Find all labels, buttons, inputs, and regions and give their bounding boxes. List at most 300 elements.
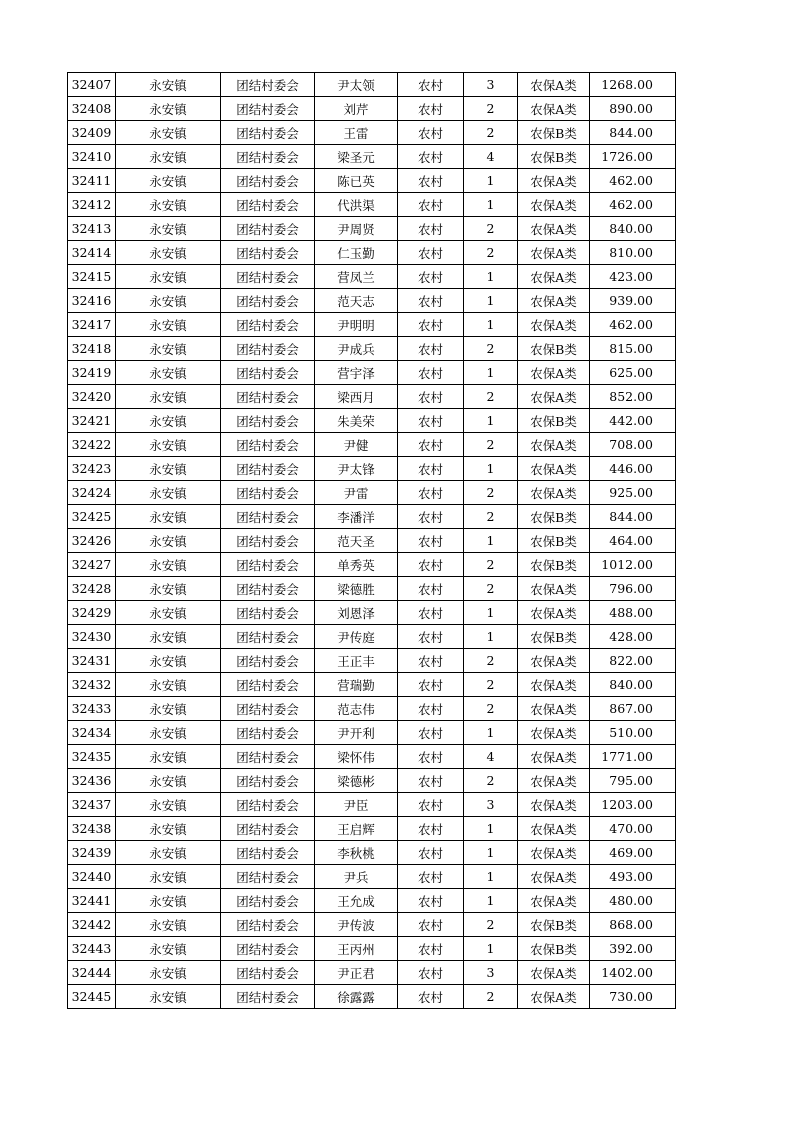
cell-members: 1 [464, 409, 518, 433]
cell-category: 农保A类 [518, 841, 590, 865]
cell-members: 2 [464, 505, 518, 529]
cell-category: 农保B类 [518, 505, 590, 529]
cell-committee: 团结村委会 [221, 73, 315, 97]
cell-town: 永安镇 [116, 721, 221, 745]
cell-name: 徐露露 [315, 985, 398, 1009]
table-row [68, 505, 676, 529]
cell-committee: 团结村委会 [221, 889, 315, 913]
cell-area: 农村 [398, 193, 464, 217]
cell-members: 2 [464, 769, 518, 793]
cell-name: 尹明明 [315, 313, 398, 337]
cell-town: 永安镇 [116, 937, 221, 961]
cell-town: 永安镇 [116, 361, 221, 385]
cell-committee: 团结村委会 [221, 529, 315, 553]
cell-area: 农村 [398, 121, 464, 145]
cell-id: 32422 [68, 433, 116, 457]
cell-name: 王雷 [315, 121, 398, 145]
cell-amount: 464.00 [590, 529, 676, 553]
cell-committee: 团结村委会 [221, 265, 315, 289]
table-row [68, 697, 676, 721]
cell-members: 2 [464, 985, 518, 1009]
cell-category: 农保A类 [518, 289, 590, 313]
cell-amount: 890.00 [590, 97, 676, 121]
cell-committee: 团结村委会 [221, 625, 315, 649]
table-row [68, 673, 676, 697]
cell-amount: 1402.00 [590, 961, 676, 985]
table-row [68, 73, 676, 97]
cell-amount: 462.00 [590, 169, 676, 193]
cell-members: 1 [464, 601, 518, 625]
cell-town: 永安镇 [116, 97, 221, 121]
cell-id: 32415 [68, 265, 116, 289]
cell-name: 王允成 [315, 889, 398, 913]
table-row [68, 457, 676, 481]
cell-amount: 392.00 [590, 937, 676, 961]
table-row [68, 577, 676, 601]
cell-name: 尹正君 [315, 961, 398, 985]
cell-members: 1 [464, 529, 518, 553]
cell-members: 2 [464, 673, 518, 697]
cell-id: 32431 [68, 649, 116, 673]
cell-name: 尹雷 [315, 481, 398, 505]
cell-category: 农保A类 [518, 817, 590, 841]
cell-members: 1 [464, 865, 518, 889]
table-row [68, 625, 676, 649]
cell-members: 1 [464, 313, 518, 337]
cell-amount: 795.00 [590, 769, 676, 793]
roster-body [68, 73, 676, 1009]
cell-id: 32433 [68, 697, 116, 721]
cell-name: 刘芹 [315, 97, 398, 121]
table-row [68, 145, 676, 169]
table-row [68, 289, 676, 313]
cell-town: 永安镇 [116, 313, 221, 337]
cell-category: 农保A类 [518, 481, 590, 505]
cell-id: 32443 [68, 937, 116, 961]
cell-name: 尹传庭 [315, 625, 398, 649]
cell-members: 4 [464, 745, 518, 769]
cell-id: 32413 [68, 217, 116, 241]
cell-name: 仁玉勤 [315, 241, 398, 265]
cell-category: 农保A类 [518, 385, 590, 409]
cell-id: 32434 [68, 721, 116, 745]
cell-members: 2 [464, 97, 518, 121]
cell-area: 农村 [398, 889, 464, 913]
cell-category: 农保A类 [518, 241, 590, 265]
cell-members: 2 [464, 217, 518, 241]
cell-area: 农村 [398, 577, 464, 601]
cell-area: 农村 [398, 649, 464, 673]
cell-committee: 团结村委会 [221, 577, 315, 601]
table-row [68, 97, 676, 121]
cell-committee: 团结村委会 [221, 457, 315, 481]
cell-committee: 团结村委会 [221, 913, 315, 937]
cell-name: 梁圣元 [315, 145, 398, 169]
cell-category: 农保A类 [518, 985, 590, 1009]
cell-area: 农村 [398, 217, 464, 241]
cell-area: 农村 [398, 337, 464, 361]
cell-amount: 469.00 [590, 841, 676, 865]
cell-committee: 团结村委会 [221, 433, 315, 457]
cell-town: 永安镇 [116, 913, 221, 937]
table-row [68, 409, 676, 433]
cell-area: 农村 [398, 625, 464, 649]
cell-id: 32425 [68, 505, 116, 529]
cell-category: 农保A类 [518, 889, 590, 913]
cell-id: 32441 [68, 889, 116, 913]
cell-name: 尹开利 [315, 721, 398, 745]
cell-area: 农村 [398, 97, 464, 121]
cell-area: 农村 [398, 961, 464, 985]
cell-category: 农保A类 [518, 361, 590, 385]
cell-amount: 840.00 [590, 217, 676, 241]
cell-amount: 423.00 [590, 265, 676, 289]
cell-id: 32411 [68, 169, 116, 193]
cell-category: 农保A类 [518, 217, 590, 241]
cell-members: 2 [464, 577, 518, 601]
cell-area: 农村 [398, 385, 464, 409]
cell-area: 农村 [398, 313, 464, 337]
cell-id: 32423 [68, 457, 116, 481]
cell-amount: 868.00 [590, 913, 676, 937]
table-row [68, 385, 676, 409]
cell-amount: 939.00 [590, 289, 676, 313]
table-row [68, 841, 676, 865]
cell-category: 农保A类 [518, 433, 590, 457]
table-row [68, 121, 676, 145]
table-row [68, 745, 676, 769]
cell-amount: 480.00 [590, 889, 676, 913]
cell-name: 尹周贤 [315, 217, 398, 241]
cell-members: 4 [464, 145, 518, 169]
cell-committee: 团结村委会 [221, 385, 315, 409]
cell-committee: 团结村委会 [221, 241, 315, 265]
cell-id: 32436 [68, 769, 116, 793]
cell-area: 农村 [398, 793, 464, 817]
cell-id: 32435 [68, 745, 116, 769]
table-row [68, 865, 676, 889]
cell-members: 1 [464, 937, 518, 961]
cell-amount: 1771.00 [590, 745, 676, 769]
cell-category: 农保B类 [518, 409, 590, 433]
cell-members: 1 [464, 625, 518, 649]
cell-members: 1 [464, 265, 518, 289]
table-row [68, 337, 676, 361]
cell-amount: 1203.00 [590, 793, 676, 817]
cell-area: 农村 [398, 841, 464, 865]
cell-committee: 团结村委会 [221, 817, 315, 841]
cell-area: 农村 [398, 985, 464, 1009]
cell-town: 永安镇 [116, 601, 221, 625]
cell-category: 农保B类 [518, 937, 590, 961]
cell-name: 梁怀伟 [315, 745, 398, 769]
table-row [68, 913, 676, 937]
cell-amount: 1268.00 [590, 73, 676, 97]
cell-name: 朱美荣 [315, 409, 398, 433]
cell-category: 农保A类 [518, 769, 590, 793]
table-row [68, 601, 676, 625]
cell-id: 32410 [68, 145, 116, 169]
cell-id: 32417 [68, 313, 116, 337]
cell-town: 永安镇 [116, 793, 221, 817]
cell-committee: 团结村委会 [221, 841, 315, 865]
cell-town: 永安镇 [116, 865, 221, 889]
cell-town: 永安镇 [116, 649, 221, 673]
cell-amount: 625.00 [590, 361, 676, 385]
cell-committee: 团结村委会 [221, 961, 315, 985]
cell-category: 农保B类 [518, 529, 590, 553]
table-row [68, 361, 676, 385]
table-row [68, 241, 676, 265]
cell-id: 32440 [68, 865, 116, 889]
cell-category: 农保A类 [518, 601, 590, 625]
cell-name: 范志伟 [315, 697, 398, 721]
cell-area: 农村 [398, 409, 464, 433]
cell-name: 刘恩泽 [315, 601, 398, 625]
cell-amount: 1726.00 [590, 145, 676, 169]
cell-category: 农保A类 [518, 313, 590, 337]
cell-category: 农保A类 [518, 721, 590, 745]
cell-category: 农保A类 [518, 745, 590, 769]
cell-town: 永安镇 [116, 985, 221, 1009]
cell-name: 营凤兰 [315, 265, 398, 289]
table-row [68, 193, 676, 217]
cell-members: 1 [464, 193, 518, 217]
cell-town: 永安镇 [116, 457, 221, 481]
cell-area: 农村 [398, 721, 464, 745]
cell-committee: 团结村委会 [221, 985, 315, 1009]
cell-name: 尹太领 [315, 73, 398, 97]
cell-id: 32438 [68, 817, 116, 841]
cell-committee: 团结村委会 [221, 553, 315, 577]
cell-amount: 446.00 [590, 457, 676, 481]
cell-members: 3 [464, 961, 518, 985]
cell-category: 农保A类 [518, 673, 590, 697]
cell-committee: 团结村委会 [221, 793, 315, 817]
cell-town: 永安镇 [116, 673, 221, 697]
cell-area: 农村 [398, 265, 464, 289]
cell-members: 2 [464, 553, 518, 577]
cell-town: 永安镇 [116, 73, 221, 97]
cell-committee: 团结村委会 [221, 649, 315, 673]
cell-town: 永安镇 [116, 553, 221, 577]
cell-name: 范天圣 [315, 529, 398, 553]
cell-members: 1 [464, 361, 518, 385]
cell-members: 1 [464, 289, 518, 313]
cell-committee: 团结村委会 [221, 697, 315, 721]
cell-category: 农保B类 [518, 337, 590, 361]
table-row [68, 169, 676, 193]
cell-members: 2 [464, 433, 518, 457]
cell-category: 农保B类 [518, 145, 590, 169]
cell-category: 农保A类 [518, 961, 590, 985]
cell-town: 永安镇 [116, 697, 221, 721]
cell-name: 梁德彬 [315, 769, 398, 793]
cell-amount: 1012.00 [590, 553, 676, 577]
cell-category: 农保B类 [518, 121, 590, 145]
cell-committee: 团结村委会 [221, 193, 315, 217]
cell-amount: 867.00 [590, 697, 676, 721]
cell-members: 1 [464, 457, 518, 481]
cell-town: 永安镇 [116, 409, 221, 433]
table-row [68, 265, 676, 289]
cell-area: 农村 [398, 481, 464, 505]
cell-amount: 925.00 [590, 481, 676, 505]
cell-area: 农村 [398, 145, 464, 169]
cell-members: 2 [464, 697, 518, 721]
cell-committee: 团结村委会 [221, 745, 315, 769]
cell-area: 农村 [398, 289, 464, 313]
cell-town: 永安镇 [116, 385, 221, 409]
cell-area: 农村 [398, 529, 464, 553]
cell-name: 尹兵 [315, 865, 398, 889]
cell-committee: 团结村委会 [221, 217, 315, 241]
cell-committee: 团结村委会 [221, 937, 315, 961]
cell-town: 永安镇 [116, 193, 221, 217]
cell-town: 永安镇 [116, 577, 221, 601]
table-row [68, 985, 676, 1009]
cell-amount: 428.00 [590, 625, 676, 649]
cell-amount: 462.00 [590, 313, 676, 337]
cell-members: 1 [464, 841, 518, 865]
cell-name: 营宇泽 [315, 361, 398, 385]
cell-name: 梁西月 [315, 385, 398, 409]
cell-committee: 团结村委会 [221, 481, 315, 505]
cell-id: 32407 [68, 73, 116, 97]
cell-area: 农村 [398, 865, 464, 889]
cell-committee: 团结村委会 [221, 721, 315, 745]
cell-members: 1 [464, 817, 518, 841]
cell-name: 王丙州 [315, 937, 398, 961]
table-row [68, 433, 676, 457]
cell-name: 尹成兵 [315, 337, 398, 361]
cell-committee: 团结村委会 [221, 121, 315, 145]
cell-name: 代洪渠 [315, 193, 398, 217]
cell-area: 农村 [398, 697, 464, 721]
cell-town: 永安镇 [116, 169, 221, 193]
cell-town: 永安镇 [116, 433, 221, 457]
cell-id: 32428 [68, 577, 116, 601]
cell-members: 2 [464, 481, 518, 505]
cell-members: 1 [464, 169, 518, 193]
cell-members: 3 [464, 793, 518, 817]
cell-amount: 708.00 [590, 433, 676, 457]
cell-category: 农保A类 [518, 457, 590, 481]
cell-town: 永安镇 [116, 241, 221, 265]
cell-members: 1 [464, 889, 518, 913]
cell-town: 永安镇 [116, 217, 221, 241]
cell-committee: 团结村委会 [221, 865, 315, 889]
cell-town: 永安镇 [116, 529, 221, 553]
cell-category: 农保A类 [518, 193, 590, 217]
cell-members: 2 [464, 913, 518, 937]
cell-category: 农保A类 [518, 697, 590, 721]
table-row [68, 529, 676, 553]
cell-area: 农村 [398, 913, 464, 937]
cell-name: 王启辉 [315, 817, 398, 841]
cell-area: 农村 [398, 433, 464, 457]
cell-committee: 团结村委会 [221, 409, 315, 433]
table-row [68, 649, 676, 673]
table-row [68, 481, 676, 505]
cell-committee: 团结村委会 [221, 337, 315, 361]
cell-category: 农保A类 [518, 649, 590, 673]
cell-name: 尹健 [315, 433, 398, 457]
cell-name: 范天志 [315, 289, 398, 313]
cell-category: 农保A类 [518, 169, 590, 193]
cell-town: 永安镇 [116, 961, 221, 985]
cell-amount: 844.00 [590, 505, 676, 529]
cell-members: 2 [464, 241, 518, 265]
cell-town: 永安镇 [116, 841, 221, 865]
cell-name: 梁德胜 [315, 577, 398, 601]
cell-members: 1 [464, 721, 518, 745]
table-row [68, 721, 676, 745]
cell-id: 32418 [68, 337, 116, 361]
cell-id: 32439 [68, 841, 116, 865]
cell-id: 32437 [68, 793, 116, 817]
cell-category: 农保A类 [518, 265, 590, 289]
cell-committee: 团结村委会 [221, 145, 315, 169]
cell-area: 农村 [398, 73, 464, 97]
table-row [68, 961, 676, 985]
cell-name: 尹传波 [315, 913, 398, 937]
cell-town: 永安镇 [116, 289, 221, 313]
table-row [68, 217, 676, 241]
cell-committee: 团结村委会 [221, 289, 315, 313]
cell-area: 农村 [398, 769, 464, 793]
table-row [68, 889, 676, 913]
cell-id: 32419 [68, 361, 116, 385]
cell-category: 农保A类 [518, 865, 590, 889]
cell-id: 32432 [68, 673, 116, 697]
cell-name: 尹太锋 [315, 457, 398, 481]
cell-town: 永安镇 [116, 121, 221, 145]
table-row [68, 553, 676, 577]
cell-amount: 815.00 [590, 337, 676, 361]
cell-town: 永安镇 [116, 505, 221, 529]
cell-amount: 488.00 [590, 601, 676, 625]
cell-id: 32430 [68, 625, 116, 649]
cell-amount: 462.00 [590, 193, 676, 217]
table-row [68, 937, 676, 961]
cell-id: 32445 [68, 985, 116, 1009]
cell-id: 32426 [68, 529, 116, 553]
cell-area: 农村 [398, 601, 464, 625]
cell-amount: 840.00 [590, 673, 676, 697]
cell-category: 农保A类 [518, 577, 590, 601]
cell-area: 农村 [398, 817, 464, 841]
cell-id: 32409 [68, 121, 116, 145]
cell-category: 农保B类 [518, 553, 590, 577]
table-row [68, 817, 676, 841]
cell-area: 农村 [398, 937, 464, 961]
cell-category: 农保B类 [518, 625, 590, 649]
cell-members: 2 [464, 337, 518, 361]
cell-amount: 810.00 [590, 241, 676, 265]
cell-amount: 470.00 [590, 817, 676, 841]
cell-name: 王正丰 [315, 649, 398, 673]
cell-town: 永安镇 [116, 265, 221, 289]
cell-id: 32414 [68, 241, 116, 265]
cell-town: 永安镇 [116, 481, 221, 505]
cell-id: 32429 [68, 601, 116, 625]
cell-committee: 团结村委会 [221, 169, 315, 193]
cell-town: 永安镇 [116, 745, 221, 769]
cell-name: 营瑞勤 [315, 673, 398, 697]
cell-members: 2 [464, 649, 518, 673]
roster-table [67, 72, 676, 1009]
